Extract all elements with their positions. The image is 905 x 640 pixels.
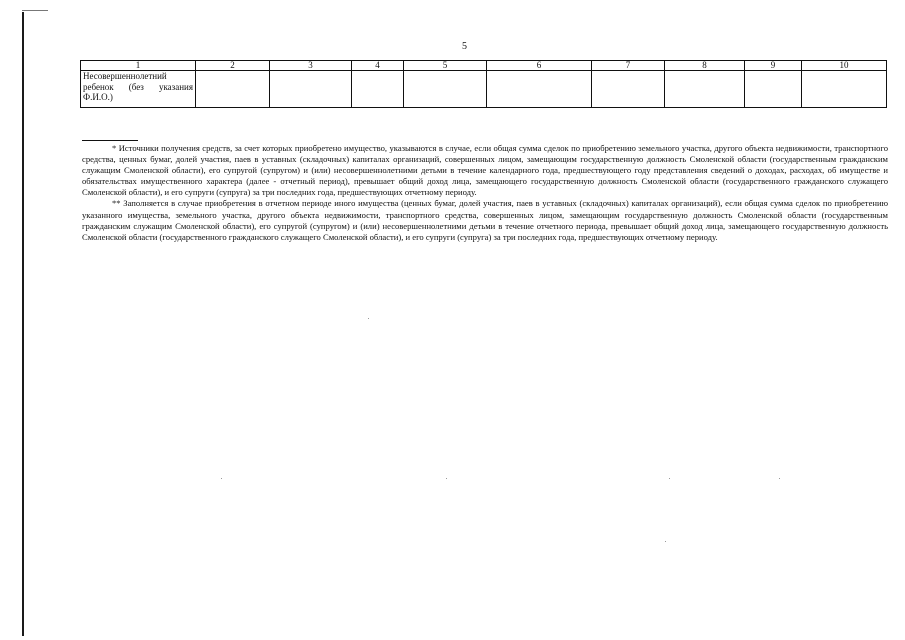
footnotes: [82, 143, 888, 243]
scan-speck: [779, 478, 780, 479]
table-header-cell: 7: [592, 61, 665, 71]
footnote-2: ** Заполняется в случае приобретения в отчетном периоде иного имущества (ценных бумаг, долей участия, паев в уставных (складочных) капиталах организаций), если общая сумма сделок по приобретению указанного имущества, земельного участка, другого объекта недвижимости, транспортного средства, совершенных лицом, замещающим государственную должность Смоленской области (государственным гражданским служащим Смоленской области), его супругой (супругом) и (или) несовершеннолетними детьми в течение отчетного периода, превышает общий доход лица, замещающего государственную должность Смоленской области (государственного гражданского служащего Смоленской области), и его супруги (супруга) за три последних года, предшествующих отчетному периоду.: [82, 198, 888, 242]
table-header-cell: 2: [196, 61, 270, 71]
scan-edge-left: [22, 12, 24, 636]
footnote-1: * Источники получения средств, за счет которых приобретено имущество, указываются в случае, если общая сумма сделок по приобретению земельного участка, другого объекта недвижимости, транспортного средства, ценных бумаг, долей участия, паев в уставных (складочных) капиталах организаций, совершенных лицом, замещающим государственную должность Смоленской области (государственным гражданским служащим Смоленской области), его супругой (супругом) и (или) несовершеннолетними детьми в течение календарного года, предшествующего году представления сведений о доходах, расходах, об имуществе и обязательствах имущественного характера (далее - отчетный период), превышает общий доход лица, замещающего государственную должность Смоленской области (государственного гражданского служащего Смоленской области), и его супруги (супруга) за три последних года, предшествующих отчетному периоду.: [82, 143, 888, 198]
row-label-minor-child: Несовершеннолетний ребенок (без указания Ф.И.О.): [81, 71, 196, 108]
table-row: [81, 71, 887, 108]
scan-edge-top: [22, 10, 48, 11]
table-header-cell: 1: [81, 61, 196, 71]
page-number: 5: [462, 41, 467, 52]
table-header-cell: 10: [802, 61, 887, 71]
table-header-cell: 9: [745, 61, 802, 71]
table-cell: [665, 71, 745, 108]
scan-speck: [368, 318, 369, 319]
table-cell: [487, 71, 592, 108]
table-header-cell: 6: [487, 61, 592, 71]
table-cell: [802, 71, 887, 108]
scan-speck: [669, 478, 670, 479]
scan-speck: [221, 478, 222, 479]
table-cell: [592, 71, 665, 108]
table-header-cell: 3: [270, 61, 352, 71]
table-cell: [404, 71, 487, 108]
table-header-cell: 8: [665, 61, 745, 71]
table-header-cell: 5: [404, 61, 487, 71]
table-cell: [196, 71, 270, 108]
scan-speck: [446, 478, 447, 479]
table-cell: [745, 71, 802, 108]
footnote-separator: [82, 140, 138, 141]
table-cell: [270, 71, 352, 108]
declaration-table: [80, 60, 887, 108]
table-header-row: [81, 61, 887, 71]
scan-speck: [665, 541, 666, 542]
table-header-cell: 4: [352, 61, 404, 71]
table-cell: [352, 71, 404, 108]
